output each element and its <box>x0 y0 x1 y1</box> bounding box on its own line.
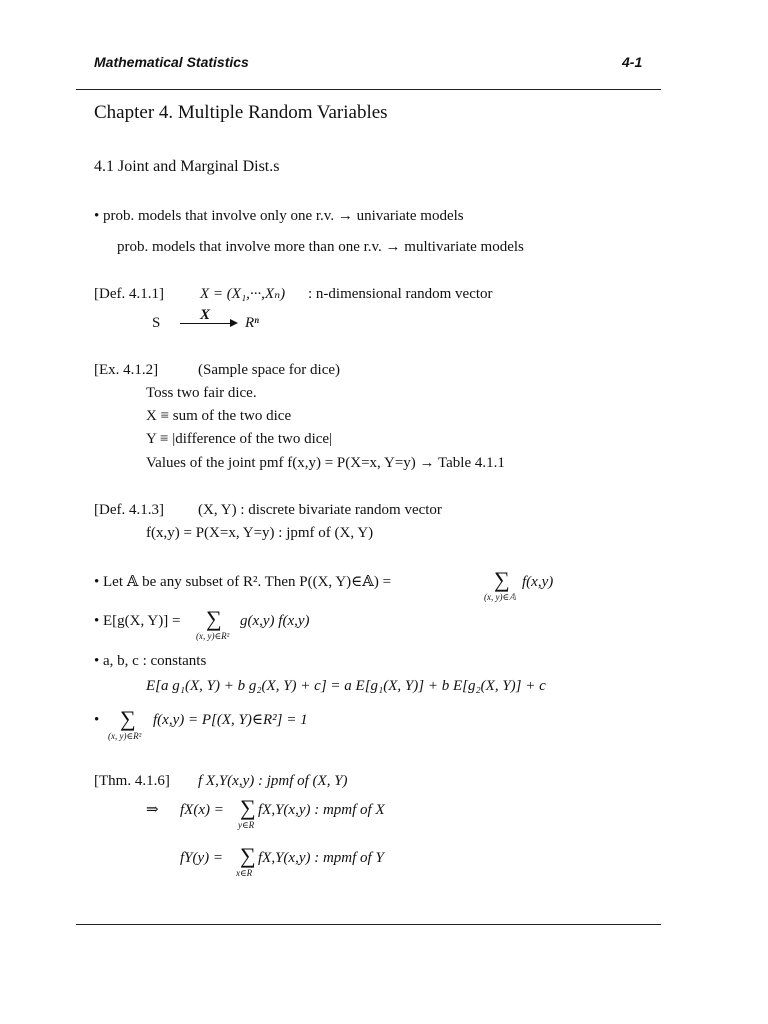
marginal-x-term: fX,Y(x,y) : mpmf of X <box>258 802 385 818</box>
ex-4-1-2-line-2: X ≡ sum of the two dice <box>146 408 292 424</box>
map-arrow-head <box>230 319 238 327</box>
sum-symbol: ∑ <box>240 843 256 868</box>
thm-4-1-6-line-1: f X,Y(x,y) : jpmf of (X, Y) <box>198 773 348 789</box>
def-4-1-1-math: X = (X₁,···,Xₙ) <box>200 286 286 302</box>
sum-symbol: ∑ <box>206 606 222 631</box>
chapter-title: Chapter 4. Multiple Random Variables <box>94 102 388 123</box>
ex-4-1-2-line-1: Toss two fair dice. <box>146 385 257 401</box>
sum-index-b: (x, y)∈R² <box>196 631 230 641</box>
running-header-title: Mathematical Statistics <box>94 54 249 70</box>
marginal-y-lhs: fY(y) = <box>180 850 224 866</box>
sum-symbol: ∑ <box>120 706 136 731</box>
map-label-X: X <box>200 307 211 323</box>
sum-term-d: f(x,y) = P[(X, Y)∈R²] = 1 <box>153 712 308 728</box>
bullet-subset-prob: • Let 𝔸 be any subset of R². Then P((X, Y)∈𝔸) = <box>94 574 392 590</box>
sum-symbol: ∑ <box>494 567 510 592</box>
bullet-total-prob-dot: • <box>94 712 100 728</box>
def-4-1-3-line-2: f(x,y) = P(X=x, Y=y) : jpmf of (X, Y) <box>146 525 374 541</box>
marginal-x-lhs: fX(x) = <box>180 802 224 818</box>
sum-term-b: g(x,y) f(x,y) <box>240 613 310 629</box>
ex-4-1-2-line-3: Y ≡ |difference of the two dice| <box>146 431 333 447</box>
def-4-1-1-tag: [Def. 4.1.1] <box>94 286 164 302</box>
map-codomain-Rn: Rⁿ <box>245 315 259 331</box>
ex-4-1-2-line-4: Values of the joint pmf f(x,y) = P(X=x, Y=y) → Table 4.1.1 <box>146 455 505 471</box>
sum-symbol: ∑ <box>240 795 256 820</box>
linearity-equation: E[a g₁(X, Y) + b g₂(X, Y) + c] = a E[g₁(X, Y)] + b E[g₂(X, Y)] + c <box>146 678 546 694</box>
bullet-constants: • a, b, c : constants <box>94 653 207 669</box>
ex-4-1-2-title: (Sample space for dice) <box>198 362 341 378</box>
sum-index-x: x∈R <box>236 868 253 878</box>
footer-rule <box>76 924 661 925</box>
page-number: 4-1 <box>622 54 643 70</box>
implies-symbol: ⇒ <box>146 802 159 818</box>
def-4-1-3-tag: [Def. 4.1.3] <box>94 502 164 518</box>
section-title: 4.1 Joint and Marginal Dist.s <box>94 158 280 175</box>
bullet-expectation: • E[g(X, Y)] = <box>94 613 181 629</box>
ex-4-1-2-tag: [Ex. 4.1.2] <box>94 362 159 378</box>
sum-index-d: (x, y)∈R² <box>108 731 142 741</box>
map-domain-S: S <box>152 315 161 331</box>
sum-index-A: (x, y)∈𝔸 <box>484 592 516 602</box>
thm-4-1-6-tag: [Thm. 4.1.6] <box>94 773 170 789</box>
header-rule <box>76 89 661 90</box>
map-arrow-shaft <box>180 323 232 324</box>
marginal-y-term: fX,Y(x,y) : mpmf of Y <box>258 850 384 866</box>
bullet-multivariate: prob. models that involve more than one r.v. → multivariate models <box>117 239 524 255</box>
def-4-1-1-text: : n-dimensional random vector <box>308 286 493 302</box>
sum-index-y: y∈R <box>238 820 255 830</box>
sum-term-a: f(x,y) <box>522 574 554 590</box>
def-4-1-3-line-1: (X, Y) : discrete bivariate random vector <box>198 502 442 518</box>
bullet-univariate: • prob. models that involve only one r.v. → univariate models <box>94 208 464 224</box>
